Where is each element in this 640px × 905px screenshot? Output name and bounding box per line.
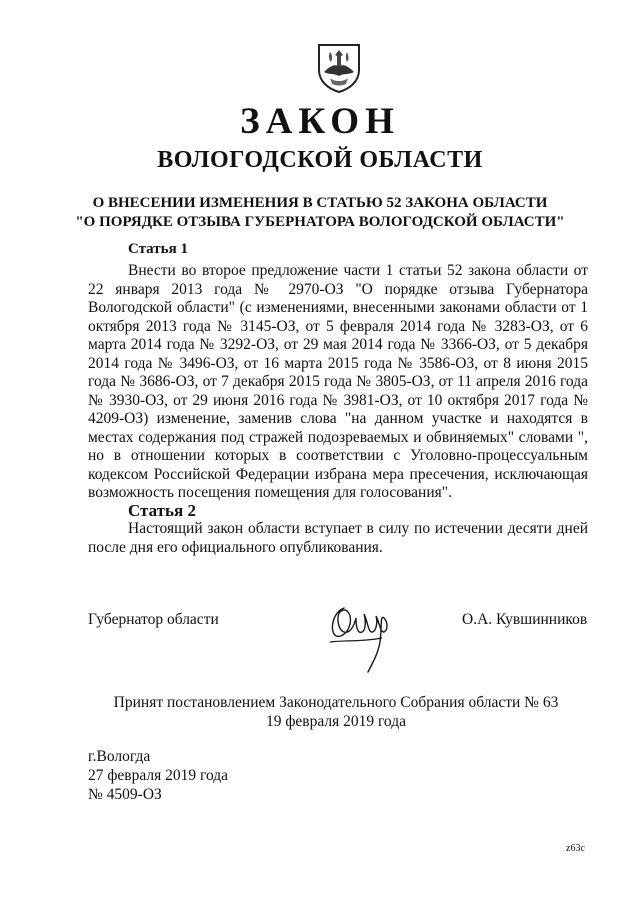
signer-name: О.А. Кувшинников [462,611,588,628]
article-1-heading: Статья 1 [128,241,188,257]
subject-line-2: "О ПОРЯДКЕ ОТЗЫВА ГУБЕРНАТОРА ВОЛОГОДСКОЙ ОБЛАСТИ" [75,214,565,230]
handwritten-signature [322,598,398,682]
issue-city: г.Вологда [88,748,151,765]
law-title: ЗАКОН [240,101,400,142]
adoption-line-1: Принят постановлением Законодательного Собрания области № 63 [113,694,559,711]
adoption-line-2: 19 февраля 2019 года [265,713,407,730]
article-2-text: Настоящий закон области вступает в силу по истечении десяти дней после дня его официального опубликования. [88,520,588,556]
issue-date: 27 февраля 2019 года [88,767,229,784]
article-2-heading: Статья 2 [128,501,196,520]
law-number: № 4509-ОЗ [88,786,162,803]
article-1-text: Внести во второе предложение части 1 статьи 52 закона области от 22 января 2013 года № 2970-ОЗ "О порядке отзыва Губернатора Вологодской области" (с изменениями, внесенными законами области от 1 октября 2013 года № 3145-ОЗ, от 5 февраля 2014 года № 3283-ОЗ, от 6 марта 2014 года № 3292-ОЗ, от 29 мая 2014 года № 3366-ОЗ, от 5 декабря 2014 года № 3496-ОЗ, от 16 марта 2015 года № 3586-ОЗ, от 8 июня 2015 года № 3686-ОЗ, от 7 декабря 2015 года № 3805-ОЗ, от 11 апреля 2016 года № 3930-ОЗ, от 29 июня 2016 года № 3981-ОЗ, от 10 октября 2017 года № 4209-ОЗ) изменение, заменив слова "на данном участке и находятся в местах содержания под стражей подозреваемых и обвиняемых" словами ", но в отношении которых в соответствии с Уголовно-процессуальным кодексом Российской Федерации избрана мера пресечения, исключающая возможность посещения помещения для голосования". [88,262,588,501]
law-subject [0,194,640,232]
law-region: ВОЛОГОДСКОЙ ОБЛАСТИ [157,147,483,173]
signer-role: Губернатор области [88,611,219,628]
adoption-note [0,693,640,731]
coat-of-arms-icon [316,42,362,94]
corner-code: z63c [566,843,585,854]
subject-line-1: О ВНЕСЕНИИ ИЗМЕНЕНИЯ В СТАТЬЮ 52 ЗАКОНА ОБЛАСТИ [92,195,548,211]
